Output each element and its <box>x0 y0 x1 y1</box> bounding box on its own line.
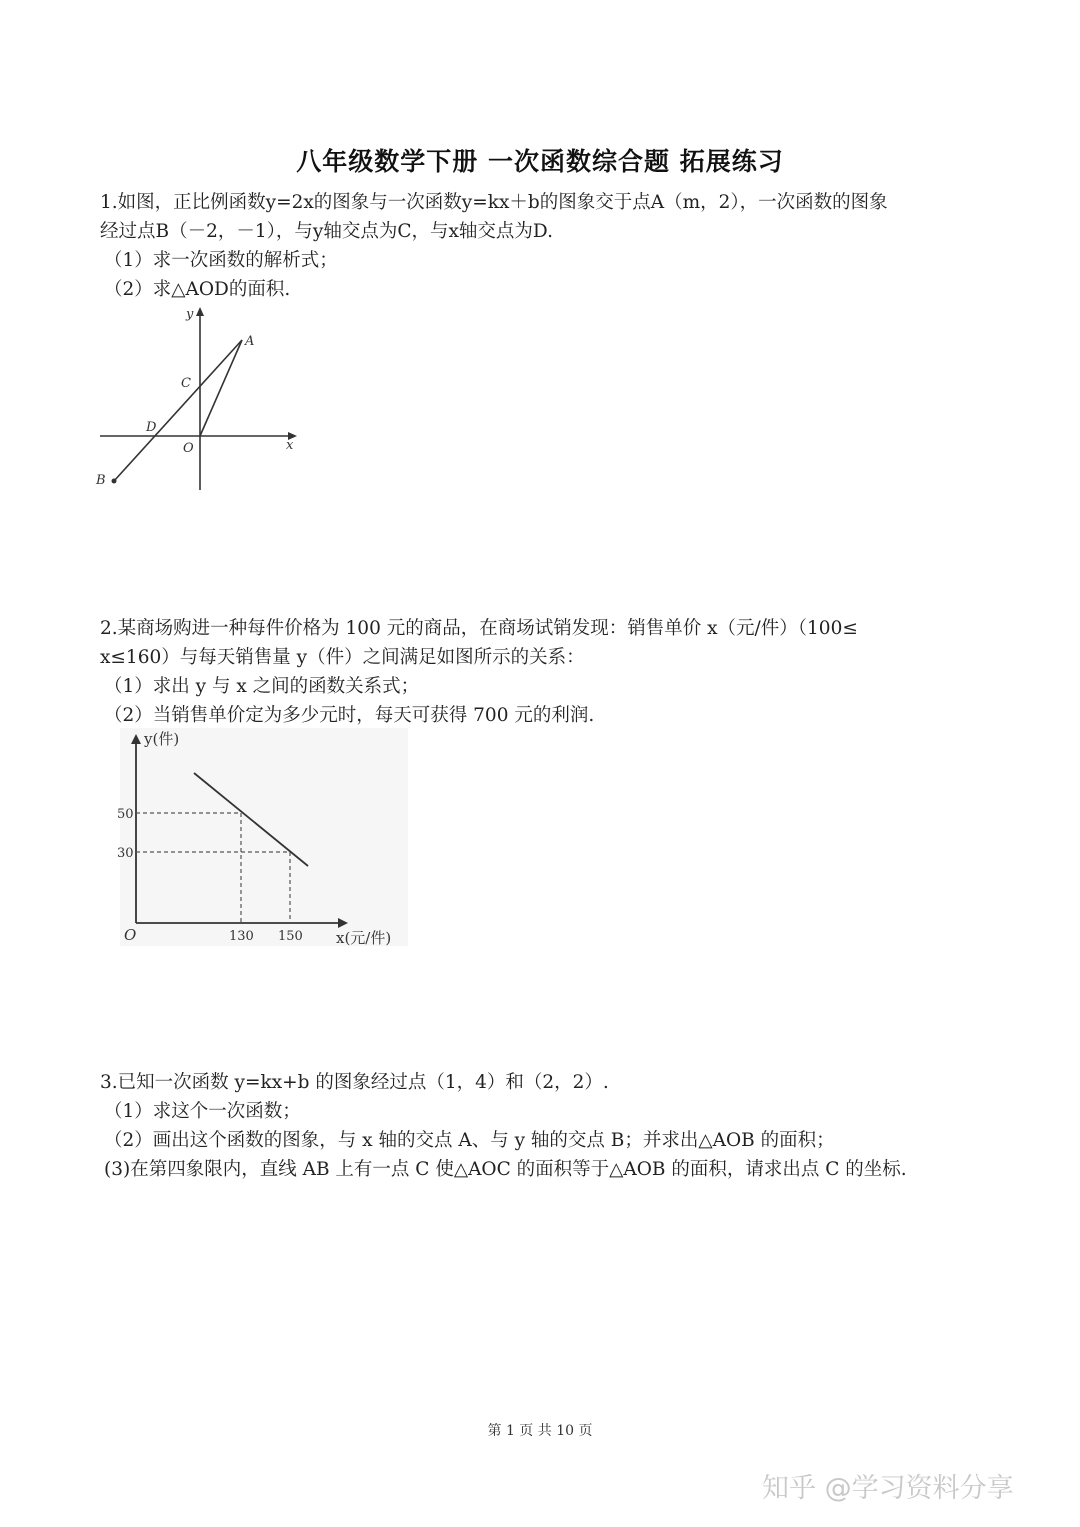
q3-text-line1: 3.已知一次函数 y=kx+b 的图象经过点（1，4）和（2，2）. <box>100 1072 609 1093</box>
q2-text-line1: 2.某商场购进一种每件价格为 100 元的商品，在商场试销发现：销售单价 x（元/件）（100≤ <box>100 618 858 639</box>
q1-figure <box>90 300 310 500</box>
q2-ytick-50: 50 <box>117 807 134 822</box>
q2-figure-background <box>120 728 408 946</box>
q2-xtick-130: 130 <box>229 929 254 944</box>
q1-text-line1: 1.如图，正比例函数y=2x的图象与一次函数y=kx＋b的图象交于点A（m，2），一次函数的图象 <box>100 192 888 213</box>
q1-label-C: C <box>181 376 191 391</box>
q2-ylabel: y(件) <box>144 730 180 748</box>
q1-y-arrow <box>196 307 204 316</box>
q1-part2: （2）求△AOD的面积. <box>104 279 291 300</box>
q1-part1: （1）求一次函数的解析式； <box>104 250 338 271</box>
q1-label-x: x <box>286 438 294 453</box>
q2-part2: （2）当销售单价定为多少元时，每天可获得 700 元的利润. <box>104 705 595 726</box>
watermark: 知乎 @学习资料分享 <box>762 1473 1014 1504</box>
q3-part2: （2）画出这个函数的图象，与 x 轴的交点 A、与 y 轴的交点 B；并求出△AOB 的面积； <box>104 1130 835 1151</box>
q2-figure <box>110 725 410 950</box>
page-footer: 第 1 页 共 10 页 <box>487 1423 593 1439</box>
q1-text-line2: 经过点B（－2，－1），与y轴交点为C，与x轴交点为D. <box>100 221 553 242</box>
q2-ytick-30: 30 <box>117 846 134 861</box>
q1-label-y: y <box>186 307 194 322</box>
q1-label-A: A <box>245 334 255 349</box>
page-title: 八年级数学下册 一次函数综合题 拓展练习 <box>296 147 784 176</box>
q1-label-D: D <box>146 420 157 435</box>
q1-line-BA <box>114 340 242 481</box>
q2-xlabel: x(元/件) <box>336 929 392 947</box>
q1-line-OA <box>200 340 242 436</box>
q2-part1: （1）求出 y 与 x 之间的函数关系式； <box>104 676 420 697</box>
q3-part1: （1）求这个一次函数； <box>104 1101 301 1122</box>
q2-text-line2: x≤160）与每天销售量 y（件）之间满足如图所示的关系： <box>100 647 585 668</box>
q2-xtick-150: 150 <box>278 929 303 944</box>
q1-point-B <box>112 479 117 484</box>
q2-origin-label: O <box>124 926 137 944</box>
q3-part3: (3)在第四象限内，直线 AB 上有一点 C 使△AOC 的面积等于△AOB 的面积，请求出点 C 的坐标. <box>104 1159 907 1180</box>
q1-label-B: B <box>96 473 106 488</box>
q1-label-O: O <box>183 441 194 456</box>
